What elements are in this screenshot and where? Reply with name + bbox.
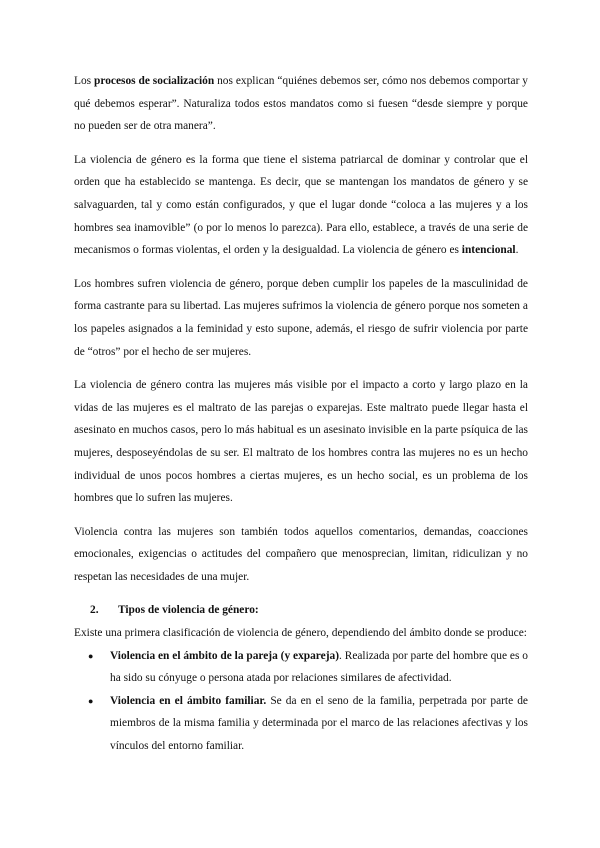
- paragraph-gender-violence: [74, 149, 528, 262]
- bold-term: intencional: [461, 244, 516, 257]
- paragraph-men-suffer: Los hombres sufren violencia de género, porque deben cumplir los papeles de la masculinidad de forma castrante para su libertad. Las mujeres sufrimos la violencia de género porque nos someten a los papeles asignados a la feminidad y esto supone, además, el riesgo de sufrir violencia por parte de “otros” por el hecho de ser mujeres.: [74, 277, 528, 358]
- document-body: [74, 70, 528, 758]
- list-item: [74, 690, 528, 758]
- section-heading: [74, 599, 528, 622]
- paragraph-socialization: [74, 70, 528, 138]
- section-title: Tipos de violencia de género:: [118, 604, 259, 617]
- list-item-term: Violencia en el ámbito de la pareja (y expareja): [110, 649, 339, 662]
- paragraph-text: Los: [74, 75, 95, 87]
- paragraph-text: .: [515, 244, 519, 257]
- paragraph-text: nos explican “quiénes debemos ser, cómo nos debemos comportar y qué debemos esperar”. Naturaliza todos estos mandatos como si fuesen “desde siempre y porque no pueden ser de otra manera”.: [74, 75, 528, 133]
- section-intro: Existe una primera clasificación de violencia de género, dependiendo del ámbito donde se produce:: [74, 627, 527, 640]
- section-number: 2.: [90, 604, 99, 617]
- list-item-text: . Realizada por parte del hombre que es o ha sido su cónyuge o persona atada por relaciones similares de afectividad.: [110, 649, 528, 685]
- paragraph-text: La violencia de género es la forma que tiene el sistema patriarcal de dominar y controlar que el orden que ha establecido se mantenga. Es decir, que se mantengan los mandatos de género y se salvaguarden, tal y como están configurados, y que el lugar donde “coloca a las mujeres y a los hombres sea inamovible” (o por lo menos lo parezca). Para ello, establece, a través de una serie de mecanismos o formas violentas, el orden y la desigualdad. La violencia de género es: [74, 153, 528, 257]
- bullet-icon: ●: [88, 650, 94, 661]
- bullet-icon: ●: [88, 695, 94, 706]
- list-item-term: Violencia en el ámbito familiar.: [110, 694, 267, 707]
- violence-types-list: [74, 645, 528, 758]
- list-item: [74, 645, 528, 690]
- paragraph-violence-includes: Violencia contra las mujeres son también todos aquellos comentarios, demandas, coacciones emocionales, exigencias o actitudes del compañero que menosprecian, limitan, ridiculizan y no respetan las necesidades de una mujer.: [74, 525, 528, 583]
- bold-term: procesos de socialización: [94, 75, 215, 87]
- paragraph-visible-violence: La violencia de género contra las mujeres más visible por el impacto a corto y largo plazo en la vidas de las mujeres es el maltrato de las parejas o exparejas. Este maltrato puede llegar hasta el asesinato en muchos casos, pero lo más habitual es un asesinato invisible en la parte psíquica de las mujeres, desposeyéndolas de su ser. El maltrato de los hombres contra las mujeres no es un hecho individual de unos pocos hombres a ciertas mujeres, es un hecho social, es un problema de los hombres que lo sufren las mujeres.: [74, 379, 528, 505]
- list-item-text: Se da en el seno de la familia, perpetrada por parte de miembros de la misma familia y determinada por el marco de las relaciones afectivas y los vínculos del entorno familiar.: [110, 694, 528, 753]
